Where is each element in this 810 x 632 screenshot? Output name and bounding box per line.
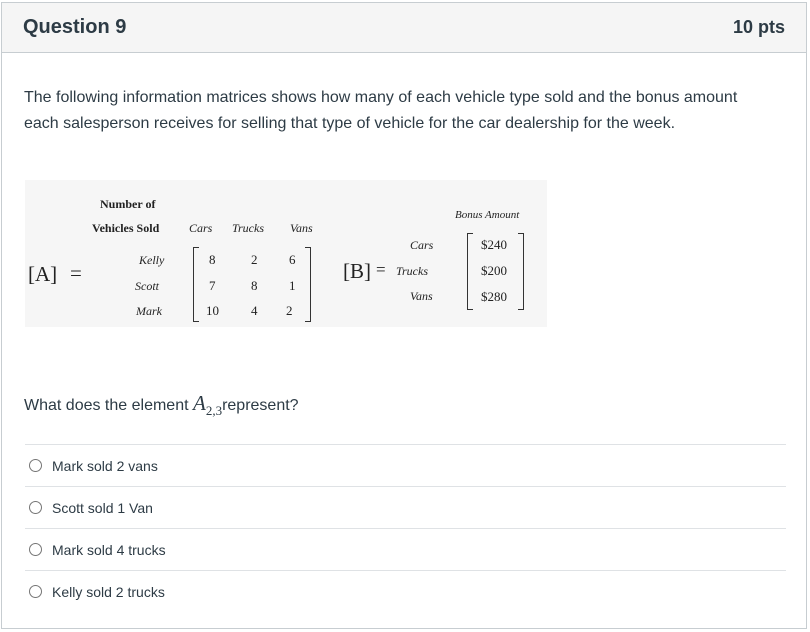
radio-button[interactable]: [29, 585, 42, 598]
radio-button[interactable]: [29, 459, 42, 472]
matrix-a-cell: 8: [251, 278, 258, 293]
question-points: 10 pts: [732, 17, 785, 37]
question-header: [2, 3, 806, 53]
matrix-b-row-cars: Cars: [410, 238, 434, 252]
matrix-b-cell: $280: [481, 289, 507, 304]
answer-label[interactable]: Mark sold 2 vans: [52, 457, 158, 474]
matrix-a-equals: =: [70, 261, 82, 285]
answer-option[interactable]: [25, 486, 786, 528]
matrix-a-left-bracket: [193, 247, 199, 322]
matrix-row-scott: Scott: [135, 279, 159, 293]
matrix-b-left-bracket: [467, 233, 473, 310]
matrix-row-mark: Mark: [136, 304, 162, 318]
question-title: Question 9: [23, 16, 127, 38]
answer-option[interactable]: [25, 444, 786, 486]
matrix-header-line1: Number of: [100, 197, 156, 211]
element-symbol-letter: A: [193, 391, 206, 415]
answer-list: [25, 444, 786, 612]
matrix-b-right-bracket: [518, 233, 524, 310]
matrix-a-right-bracket: [305, 247, 311, 322]
matrix-b-cell: $200: [481, 263, 507, 278]
element-question-before: What does the element: [24, 397, 189, 414]
answer-label[interactable]: Scott sold 1 Van: [52, 499, 153, 516]
question-card: [1, 2, 807, 629]
matrix-b-row-trucks: Trucks: [396, 264, 429, 278]
matrix-row-kelly: Kelly: [139, 253, 165, 267]
matrix-a-label: [A]: [28, 262, 58, 286]
matrix-a-cell: 6: [289, 252, 296, 267]
answer-option[interactable]: [25, 528, 786, 570]
matrix-b-cell: $240: [481, 237, 507, 252]
matrix-a-cell: 7: [209, 278, 216, 293]
matrix-a-cell: 8: [209, 252, 216, 267]
matrix-col-vans: Vans: [290, 221, 313, 235]
answer-option[interactable]: [25, 570, 786, 612]
radio-button[interactable]: [29, 543, 42, 556]
question-prompt: The following information matrices shows how many of each vehicle type sold and the bonus amount each salesperson receives for selling that type of vehicle for the car dealership for the week.: [24, 89, 738, 132]
matrix-a-cell: 1: [289, 278, 296, 293]
matrix-b-equals: =: [376, 260, 386, 279]
element-question-after: represent?: [222, 397, 299, 414]
element-symbol: [193, 391, 223, 419]
element-question: [24, 391, 299, 419]
matrix-col-trucks: Trucks: [232, 221, 265, 235]
matrix-header-line2: Vehicles Sold: [92, 221, 160, 235]
matrix-figure: [25, 180, 547, 327]
matrix-a-cell: 2: [251, 252, 258, 267]
matrix-a-cell: 10: [206, 303, 219, 318]
answer-label[interactable]: Kelly sold 2 trucks: [52, 583, 165, 600]
matrix-a-cell: 4: [251, 303, 258, 318]
matrix-b-label: [B]: [343, 259, 371, 283]
element-symbol-subscript: 2,3: [205, 403, 223, 419]
matrix-col-cars: Cars: [189, 221, 213, 235]
matrix-a-cell: 2: [286, 303, 293, 318]
answer-label[interactable]: Mark sold 4 trucks: [52, 541, 166, 558]
radio-button[interactable]: [29, 501, 42, 514]
matrix-b-row-vans: Vans: [410, 289, 433, 303]
matrix-b-title: Bonus Amount: [455, 209, 520, 221]
